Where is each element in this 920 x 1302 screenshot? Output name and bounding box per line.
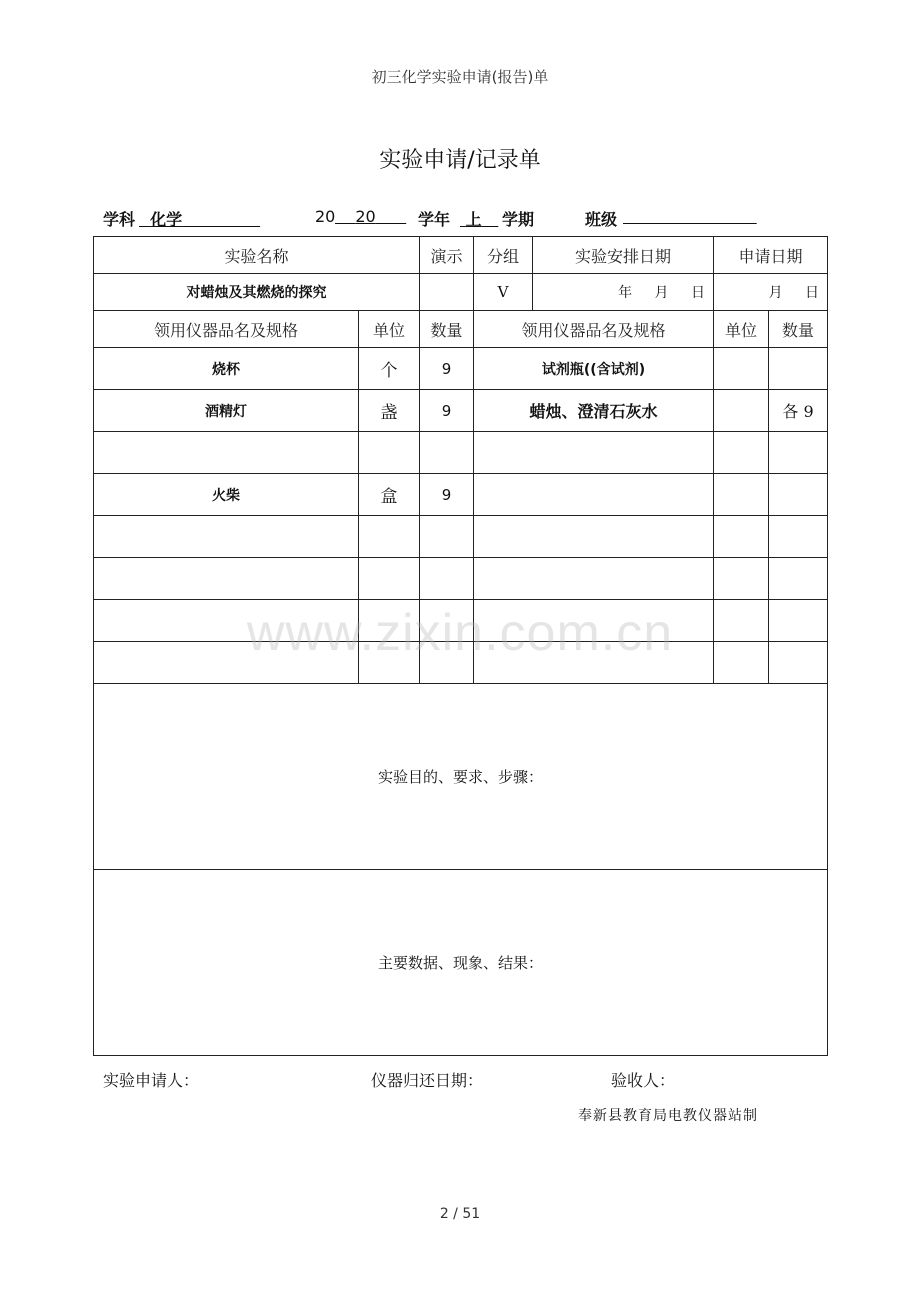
receiver-label: 验收人： (611, 1071, 676, 1090)
item-right-unit[interactable] (714, 516, 769, 558)
signature-line (103, 1068, 823, 1092)
item-right-name[interactable] (474, 600, 714, 642)
items-header-row (94, 311, 828, 348)
apply-date[interactable]: 月 日 (714, 274, 828, 311)
schedule-date[interactable]: 年 月 日 (533, 274, 714, 311)
item-left-name[interactable]: 烧杯 (94, 348, 359, 390)
form-info-line (103, 207, 803, 231)
header-apply-date: 申请日期 (714, 237, 828, 274)
item-left-unit[interactable] (359, 516, 420, 558)
subject-value: 化学 (150, 210, 183, 229)
results-label: 主要数据、现象、结果： (378, 954, 544, 972)
item-right-name[interactable] (474, 558, 714, 600)
item-left-qty[interactable]: 9 (420, 474, 474, 516)
item-right-name[interactable] (474, 432, 714, 474)
items-header-right-unit: 单位 (714, 311, 769, 348)
item-left-name[interactable] (94, 558, 359, 600)
term-value: 上 (465, 210, 482, 229)
purpose-label: 实验目的、要求、步骤： (378, 768, 544, 786)
experiment-name[interactable]: 对蜡烛及其燃烧的探究 (94, 274, 420, 311)
item-left-unit[interactable]: 个 (359, 348, 420, 390)
item-row (94, 474, 828, 516)
items-header-right-qty: 数量 (769, 311, 828, 348)
item-right-name[interactable] (474, 642, 714, 684)
item-left-unit[interactable] (359, 600, 420, 642)
item-row (94, 432, 828, 474)
item-left-qty[interactable] (420, 600, 474, 642)
item-right-name[interactable] (474, 516, 714, 558)
demo-mark[interactable] (420, 274, 474, 311)
watermark: www.zixin.com.cn (246, 604, 674, 662)
issuer-note: 奉新县教育局电教仪器站制 (578, 1108, 758, 1124)
item-right-unit[interactable] (714, 474, 769, 516)
item-row (94, 642, 828, 684)
items-header-left-name: 领用仪器品名及规格 (94, 311, 359, 348)
header-row (94, 237, 828, 274)
running-header: 初三化学实验申请(报告)单 (371, 68, 549, 86)
item-left-unit[interactable] (359, 432, 420, 474)
purpose-field[interactable] (94, 684, 828, 870)
item-right-unit[interactable] (714, 642, 769, 684)
item-right-qty[interactable] (769, 600, 828, 642)
item-row (94, 558, 828, 600)
item-left-unit[interactable] (359, 558, 420, 600)
item-right-qty[interactable] (769, 558, 828, 600)
term-label: 学期 (502, 210, 535, 229)
items-header-left-qty: 数量 (420, 311, 474, 348)
item-left-name[interactable]: 酒精灯 (94, 390, 359, 432)
item-right-unit[interactable] (714, 348, 769, 390)
subject-label: 学科 (103, 210, 136, 229)
purpose-row (94, 684, 828, 870)
item-left-qty[interactable]: 9 (420, 390, 474, 432)
experiment-row (94, 274, 828, 311)
class-value (623, 207, 757, 226)
item-left-qty[interactable] (420, 558, 474, 600)
items-header-right-name: 领用仪器品名及规格 (474, 311, 714, 348)
results-row (94, 870, 828, 1056)
item-right-qty[interactable] (769, 474, 828, 516)
item-right-name[interactable]: 蜡烛、澄清石灰水 (474, 390, 714, 432)
item-left-qty[interactable] (420, 516, 474, 558)
item-right-unit[interactable] (714, 390, 769, 432)
item-right-qty[interactable] (769, 348, 828, 390)
item-right-unit[interactable] (714, 600, 769, 642)
item-row (94, 516, 828, 558)
item-right-name[interactable]: 试剂瓶((含试剂) (474, 348, 714, 390)
results-field[interactable] (94, 870, 828, 1056)
item-right-qty[interactable]: 各 9 (769, 390, 828, 432)
item-row (94, 390, 828, 432)
class-label: 班级 (585, 210, 618, 229)
item-left-qty[interactable]: 9 (420, 348, 474, 390)
item-left-unit[interactable] (359, 642, 420, 684)
item-row (94, 348, 828, 390)
experiment-form-table (93, 236, 828, 1056)
item-left-name[interactable] (94, 516, 359, 558)
item-left-name[interactable] (94, 642, 359, 684)
item-left-unit[interactable]: 盒 (359, 474, 420, 516)
return-date-label: 仪器归还日期： (371, 1071, 484, 1090)
year-label: 学年 (418, 210, 451, 229)
item-right-qty[interactable] (769, 432, 828, 474)
header-experiment-name: 实验名称 (94, 237, 420, 274)
item-left-unit[interactable]: 盏 (359, 390, 420, 432)
form-title: 实验申请/记录单 (379, 148, 541, 173)
item-right-unit[interactable] (714, 432, 769, 474)
year-prefix: 20 (315, 207, 336, 226)
year-value: 20 (355, 207, 376, 226)
header-group: 分组 (474, 237, 533, 274)
item-right-qty[interactable] (769, 516, 828, 558)
item-right-qty[interactable] (769, 642, 828, 684)
item-row (94, 600, 828, 642)
item-left-name[interactable] (94, 432, 359, 474)
page-number: 2 / 51 (439, 1206, 481, 1222)
item-left-qty[interactable] (420, 642, 474, 684)
item-left-name[interactable]: 火柴 (94, 474, 359, 516)
applicant-label: 实验申请人： (103, 1071, 200, 1090)
group-mark[interactable]: V (474, 274, 533, 311)
item-right-unit[interactable] (714, 558, 769, 600)
item-left-name[interactable] (94, 600, 359, 642)
header-demo: 演示 (420, 237, 474, 274)
header-schedule-date: 实验安排日期 (533, 237, 714, 274)
item-left-qty[interactable] (420, 432, 474, 474)
items-header-left-unit: 单位 (359, 311, 420, 348)
item-right-name[interactable] (474, 474, 714, 516)
